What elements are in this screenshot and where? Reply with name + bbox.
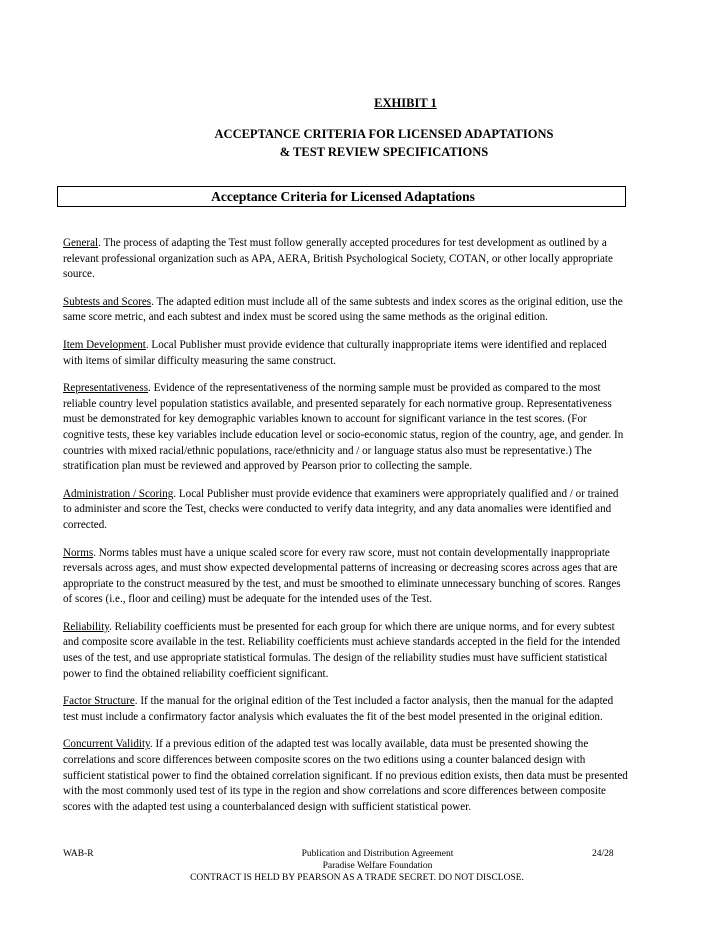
exhibit-label (0, 96, 728, 111)
paragraph-heading: Item Development (63, 338, 146, 351)
criteria-paragraph-factor-structure (63, 694, 628, 725)
paragraph-text: . Reliability coefficients must be presented for each group for which there are unique norms, and for every subtest and composite score available in the test. Reliability coefficients must achieve standards accepted in the field for the intended uses of the test, and use appropriate statistical formulas. The design of the reliability studies must have sufficient statistical power to find the obtained reliability coefficient significant. (63, 620, 621, 680)
footer-center (0, 848, 728, 872)
paragraph-text: . The process of adapting the Test must follow generally accepted procedures for test development as outlined by a relevant professional organization such as APA, AERA, British Psychological Society, COTAN, or other locally appropriate source. (63, 237, 613, 281)
criteria-paragraph-item-development (63, 338, 628, 369)
section-box-title (57, 186, 626, 207)
paragraph-text: . Evidence of the representativeness of the norming sample must be provided as compared to the most reliable country level population statistics available, and presented separately for each normative group. Representativeness must be demonstrated for key demographic variables known to account for significant variance in the test scores. (For cognitive tests, these key variables include education level or socio-economic status, region of the country, age, and gender. In countries with mixed racial/ethnic populations, race/ethnicity and / or language status also must be representative.) The stratification plan must be reviewed and approved by Pearson prior to collecting the sample. (63, 382, 624, 473)
paragraph-heading: Norms (63, 546, 94, 559)
paragraph-text: . If the manual for the original edition of the Test included a factor analysis, then the manual for the adapted test must include a confirmatory factor analysis which evaluates the fit of the best model presented in the original edition. (63, 695, 614, 723)
criteria-paragraph-general (63, 236, 628, 283)
section-box-title-text: Acceptance Criteria for Licensed Adaptations (211, 189, 475, 204)
criteria-content (63, 236, 628, 827)
criteria-paragraph-norms (63, 546, 628, 608)
criteria-paragraph-administration (63, 487, 628, 534)
paragraph-text: . If a previous edition of the adapted test was locally available, data must be presented showing the correlations and score differences between composite scores on the two editions using a counter balanced design with sufficient statistical power to find the obtained correlation significant. If no previous edition exists, then data must be presented with the most commonly used test of its type in the region and show correlations and score differences between composite scores with the adapted test using a counterbalanced design with sufficient statistical power. (63, 738, 628, 813)
footer-page-number: 24/28 (592, 849, 614, 859)
paragraph-heading: Administration / Scoring (63, 487, 174, 500)
heading-line-1: ACCEPTANCE CRITERIA FOR LICENSED ADAPTATIONS (214, 127, 554, 141)
criteria-paragraph-concurrent-validity (63, 737, 628, 815)
footer-confidentiality-notice (0, 872, 728, 884)
paragraph-heading: Representativeness (63, 382, 149, 395)
document-heading (0, 125, 728, 161)
paragraph-heading: Factor Structure (63, 695, 135, 708)
paragraph-heading: Concurrent Validity (63, 738, 150, 751)
paragraph-text: . Norms tables must have a unique scaled score for every raw score, must not contain developmentally inappropriate reversals across ages, and must show expected developmental patterns of increasing or decreasing scores across ages that are appropriate to the construct measured by the test, and must be smoothed to eliminate unnecessary bunching of scores. Ranges of scores (i.e., floor and ceiling) must be adequate for the intended uses of the Test. (63, 546, 621, 606)
footer-doc-code: WAB-R (63, 849, 94, 859)
paragraph-heading: Reliability (63, 620, 110, 633)
footer-agreement-title: Publication and Distribution Agreement (301, 849, 454, 859)
heading-line-2: & TEST REVIEW SPECIFICATIONS (279, 145, 489, 159)
criteria-paragraph-reliability (63, 620, 628, 682)
paragraph-heading: General (63, 237, 99, 249)
exhibit-label-text: EXHIBIT 1 (374, 96, 437, 110)
paragraph-heading: Subtests and Scores (63, 295, 152, 308)
paragraph-text: . The adapted edition must include all of the same subtests and index scores as the original edition, use the same score metric, and each subtest and index must be scored using the same methods as the original edition. (63, 295, 623, 324)
criteria-paragraph-subtests (63, 295, 628, 326)
footer-confidentiality-text: CONTRACT IS HELD BY PEARSON AS A TRADE SECRET. DO NOT DISCLOSE. (190, 873, 524, 883)
paragraph-text: . Local Publisher must provide evidence that examiners were appropriately qualified and / or trained to administer and score the Test, checks were conducted to verify data integrity, and any data anomalies were identified and corrected. (63, 487, 619, 531)
paragraph-text: . Local Publisher must provide evidence that culturally inappropriate items were identified and replaced with items of similar difficulty measuring the same construct. (63, 338, 607, 367)
criteria-paragraph-representativeness (63, 381, 628, 475)
footer-party-name: Paradise Welfare Foundation (322, 861, 433, 871)
